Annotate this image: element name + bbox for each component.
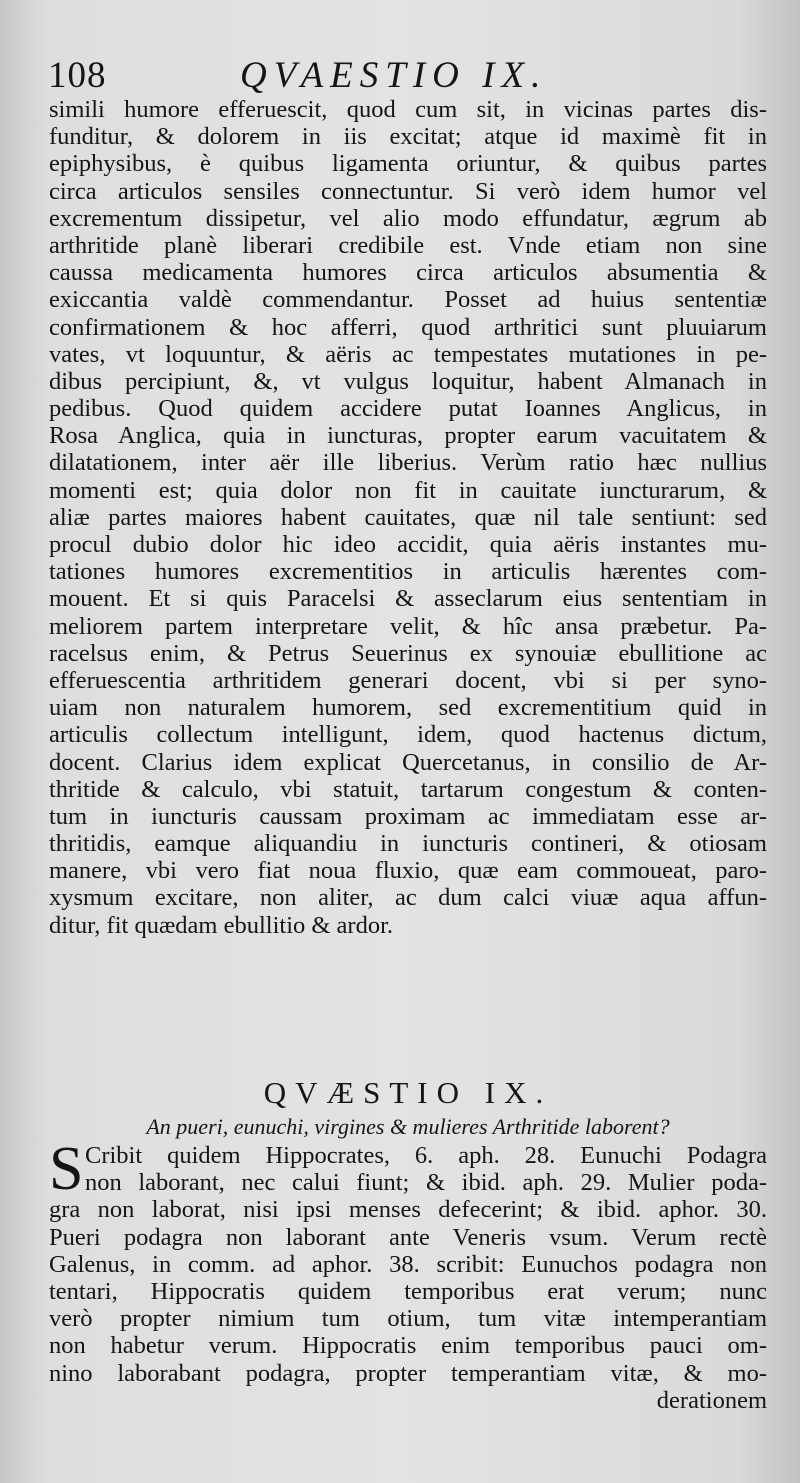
text-line: gra non laborat, nisi ipsi menses defecerint; & ibid. aphor. 30.: [49, 1196, 767, 1224]
text-line: procul dubio dolor hic ideo accidit, quia aëris instantes mu-: [49, 531, 767, 558]
text-line: dilatationem, inter aër ille liberius. Verùm ratio hæc nullius: [49, 449, 767, 477]
text-line: caussa medicamenta humores circa articulos absumentia &: [49, 259, 767, 287]
text-line: simili humore efferuescit, quod cum sit, in vicinas partes dis-: [49, 96, 767, 123]
text-line: thritide & calculo, vbi statuit, tartarum congestum & conten-: [49, 775, 767, 803]
text-line: mouent. Et si quis Paracelsi & asseclarum eius sententiam in: [49, 585, 767, 613]
page-number: 108: [48, 55, 107, 96]
text-line: non habetur verum. Hippocratis enim temporibus pauci om-: [49, 1332, 767, 1360]
text-line: vates, vt loquuntur, & aëris ac tempestates mutationes in pe-: [49, 340, 767, 368]
text-line: tum in iuncturis caussam proximam ac immediatam esse ar-: [49, 802, 767, 830]
text-line: Cribit quidem Hippocrates, 6. aph. 28. Eunuchi Podagra: [85, 1142, 767, 1169]
text-line: Pueri podagra non laborant ante Veneris vsum. Verum rectè: [49, 1223, 767, 1251]
text-line: racelsus enim, & Petrus Seuerinus ex synouiæ ebullitione ac: [49, 639, 767, 667]
text-line: exiccantia valdè commendantur. Posset ad huius sententiæ: [49, 286, 767, 314]
question-section: [49, 1074, 767, 1414]
text-line: tentari, Hippocratis quidem temporibus erat verum; nunc: [49, 1277, 767, 1305]
text-line: verò propter nimium tum otium, tum vitæ intemperantiam: [49, 1305, 767, 1333]
text-line: non laborant, nec calui fiunt; & ibid. aph. 29. Mulier poda-: [85, 1169, 767, 1197]
text-line: manere, vbi vero fiat noua fluxio, quæ eam commoueat, paro-: [49, 857, 767, 885]
text-line: epiphysibus, è quibus ligamenta oriuntur, & quibus partes: [49, 150, 767, 178]
text-line: Rosa Anglica, quia in iuncturas, propter earum vacuitatem &: [49, 422, 767, 450]
text-line: articulis collectum intelligunt, idem, quod hactenus dictum,: [49, 721, 767, 749]
text-line: xysmum excitare, non aliter, ac dum calci viuæ aqua affun-: [49, 884, 767, 912]
text-line: tationes humores excrementitios in articulis hærentes com-: [49, 558, 767, 586]
text-line: nino laborabant podagra, propter temperantiam vitæ, & mo-: [49, 1359, 767, 1387]
text-line: arthritide planè liberari credibile est. Vnde etiam non sine: [49, 231, 767, 259]
drop-capital: S: [49, 1135, 84, 1203]
text-line: Galenus, in comm. ad aphor. 38. scribit: Eunuchos podagra non: [49, 1250, 767, 1278]
body-text: [49, 96, 767, 939]
text-line: ditur, fit quædam ebullitio & ardor.: [49, 911, 394, 939]
text-line: meliorem partem interpretare velit, & hîc ansa præbetur. Pa-: [49, 612, 767, 640]
text-line: circa articulos sensiles connectuntur. Si verò idem humor vel: [49, 177, 767, 205]
text-line: aliæ partes maiores habent cauitates, quæ nil tale sentiunt: sed: [49, 503, 767, 531]
catchword: derationem: [656, 1386, 767, 1414]
text-line: docent. Clarius idem explicat Quercetanus, in consilio de Ar-: [49, 748, 767, 776]
text-line: thritidis, eamque aliquandiu in iuncturis contineri, & otiosam: [49, 830, 767, 858]
text-line: funditur, & dolorem in iis excitat; atque id maximè fit in: [49, 123, 767, 151]
text-line: excrementum dissipetur, vel alio modo effundatur, ægrum ab: [49, 204, 767, 232]
text-line: pedibus. Quod quidem accidere putat Ioannes Anglicus, in: [49, 395, 767, 423]
running-head: QVAESTIO IX.: [240, 55, 548, 96]
page-header: [48, 50, 628, 102]
text-line: efferuescentia arthritidem generari docent, vbi si per syno-: [49, 666, 767, 694]
text-line: uiam non naturalem humorem, sed excrementitium quid in: [49, 694, 767, 722]
text-line: momenti est; quia dolor non fit in cauitate iuncturarum, &: [49, 476, 767, 504]
section-title: QVÆSTIO IX.: [263, 1075, 553, 1110]
text-line: confirmationem & hoc afferri, quod arthritici sunt pluuiarum: [49, 313, 767, 341]
text-line: dibus percipiunt, &, vt vulgus loquitur, habent Almanach in: [49, 367, 767, 395]
section-question: An pueri, eunuchi, virgines & mulieres Arthritide laborent?: [146, 1114, 670, 1139]
section-body: [49, 1135, 767, 1414]
